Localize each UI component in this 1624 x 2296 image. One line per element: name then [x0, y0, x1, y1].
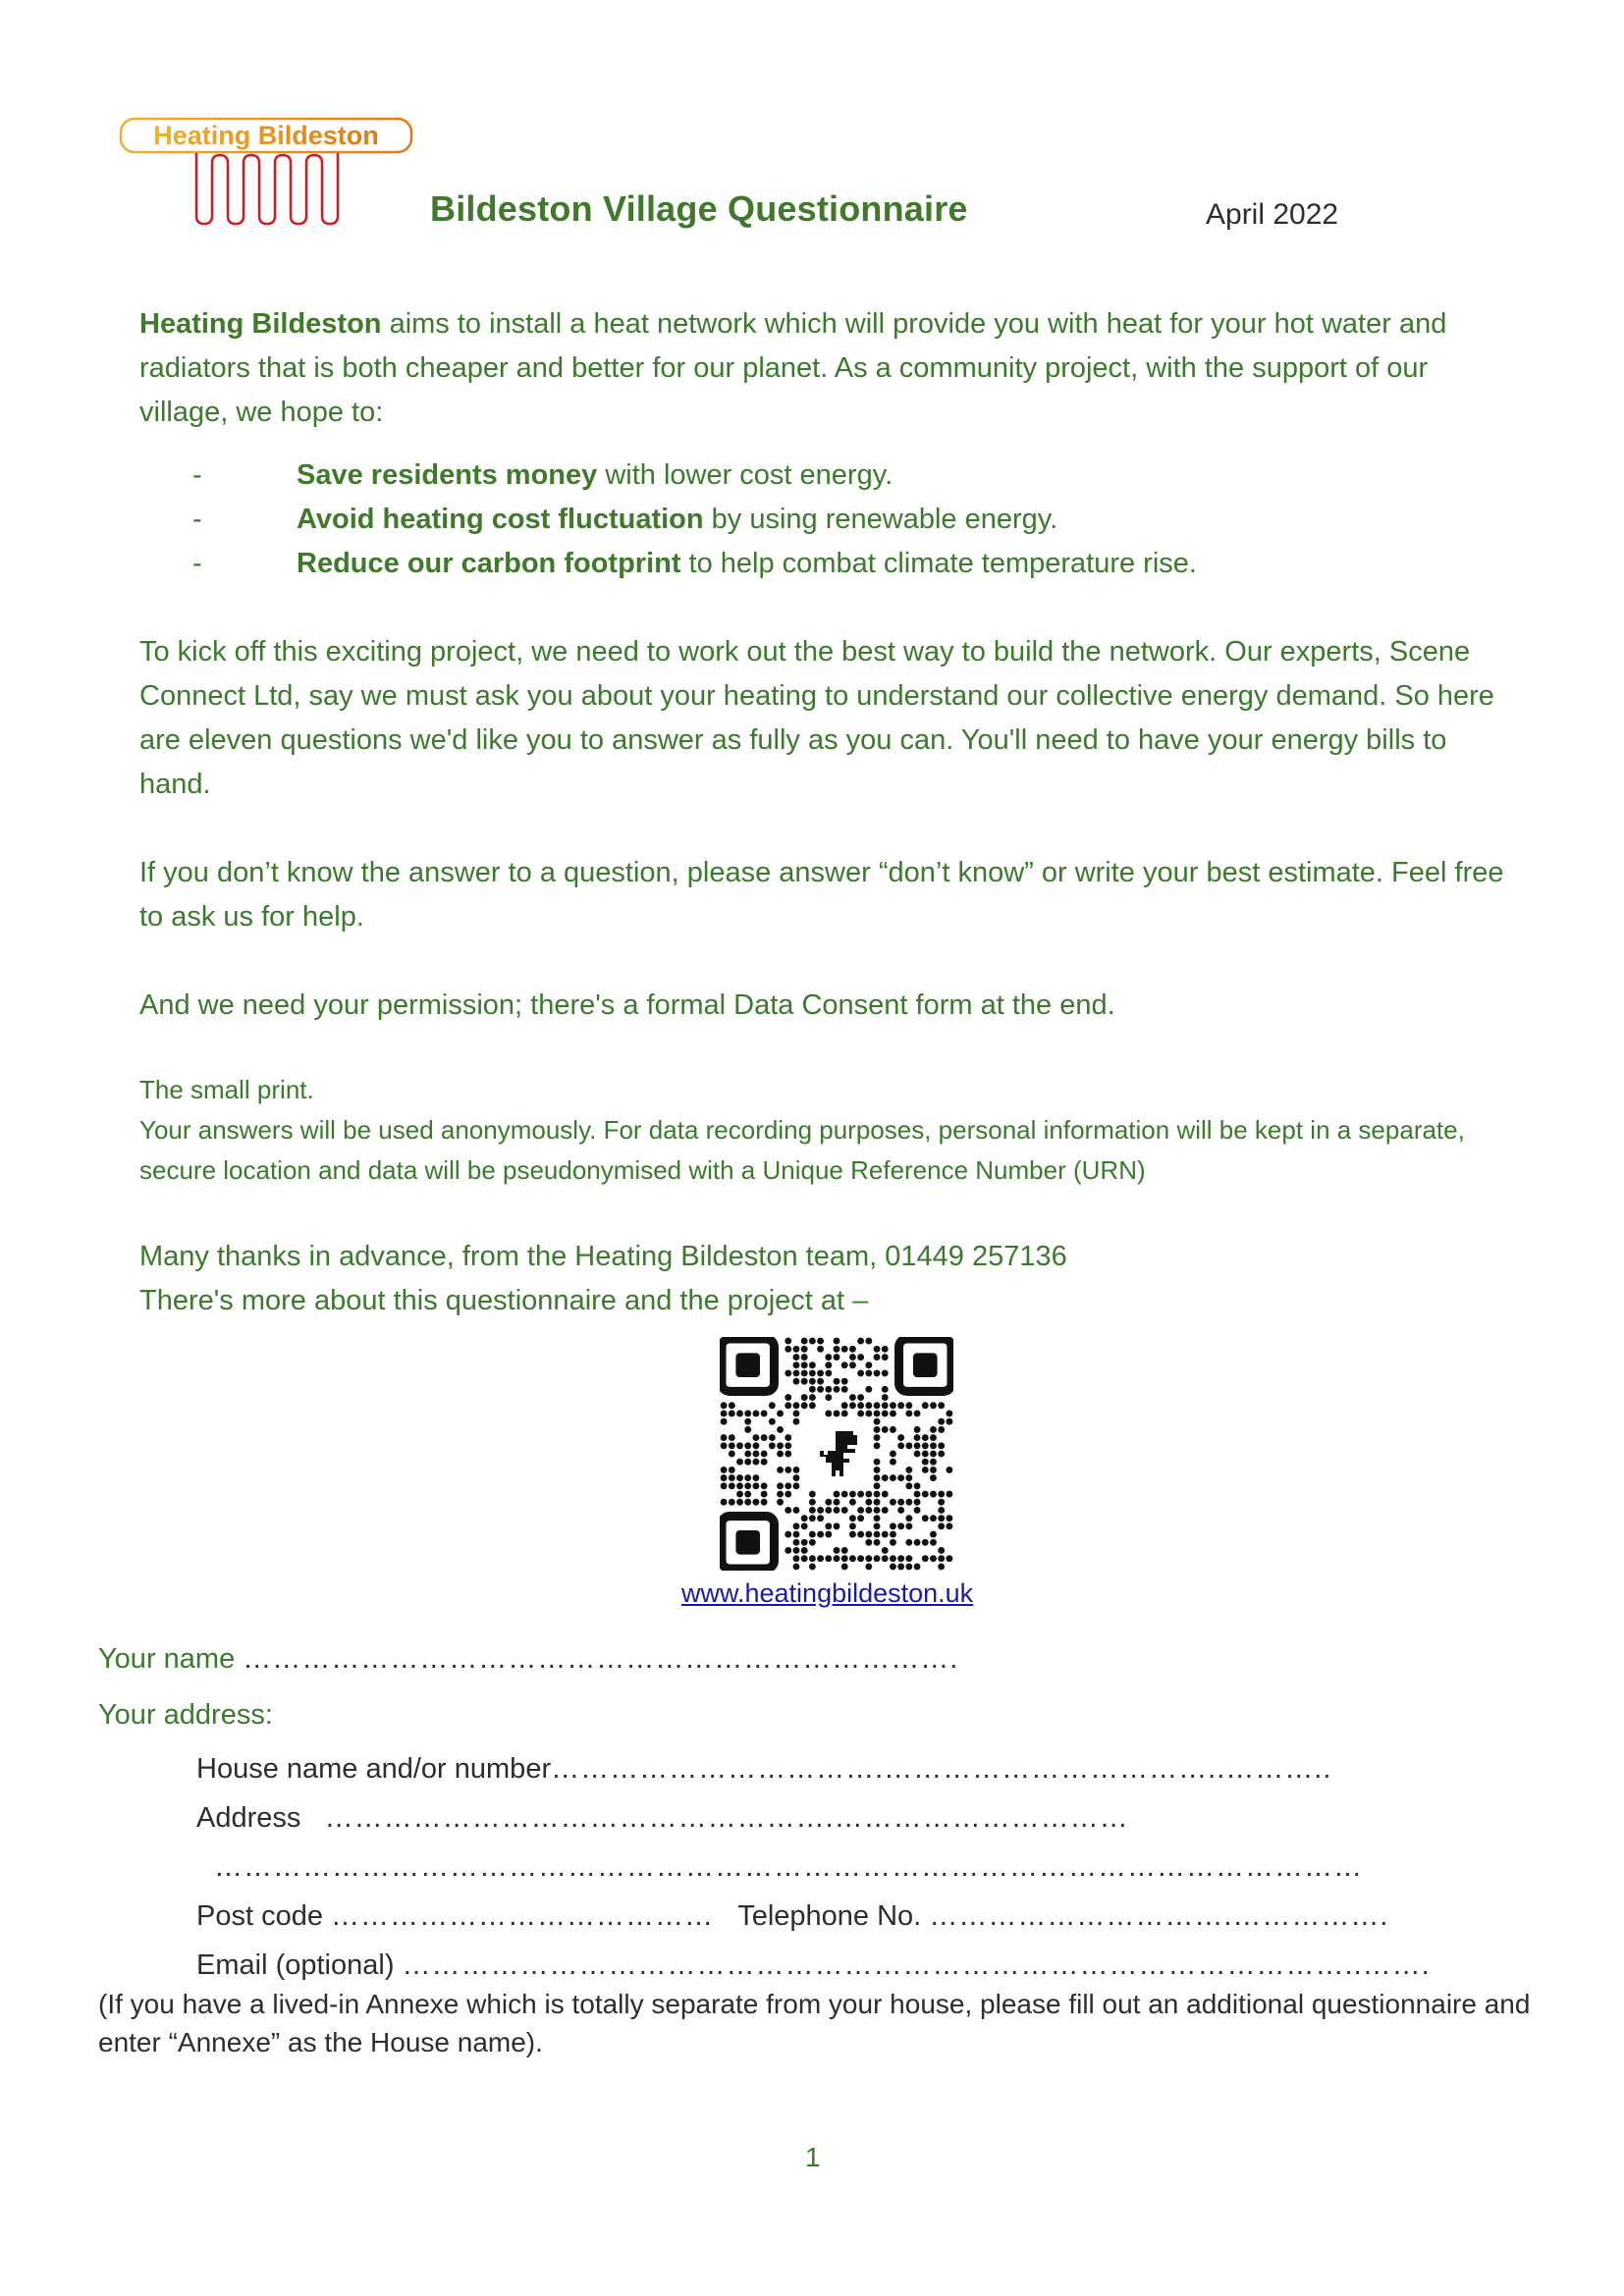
document-date: April 2022 — [1206, 198, 1339, 231]
logo-text: Heating Bildeston — [153, 121, 379, 150]
thanks-line: Many thanks in advance, from the Heating Bildeston team, 01449 257136 — [139, 1241, 1067, 1272]
document-title: Bildeston Village Questionnaire — [430, 188, 968, 229]
address-label: Your address: — [98, 1699, 273, 1731]
dinosaur-icon — [820, 1431, 857, 1476]
house-field[interactable]: House name and/or number…………………………….……………………………..……….. — [196, 1753, 1332, 1785]
more-info-line: There's more about this questionnaire and the project at – — [139, 1285, 869, 1316]
page-number: 1 — [805, 2142, 821, 2172]
list-item: - Save residents money with lower cost energy. — [192, 459, 893, 491]
list-item: - Avoid heating cost fluctuation by using renewable energy. — [192, 504, 1058, 535]
permission-paragraph: And we need your permission; there's a formal Data Consent form at the end. — [139, 989, 1115, 1021]
postcode-phone-row[interactable]: Post code ………………………………… Telephone No. ………………………….……………. — [196, 1900, 1389, 1932]
intro-lead: Heating Bildeston — [139, 308, 382, 340]
small-print-body: Your answers will be used anonymously. For data recording purposes, personal information will be kept in a separate, secure location and data will be pseudonymised with a Unique Reference Number (URN) — [139, 1115, 1465, 1185]
radiator-pipe-icon — [196, 153, 338, 224]
list-item: - Reduce our carbon footprint to help combat climate temperature rise. — [192, 548, 1197, 579]
small-print-heading: The small print. — [139, 1075, 314, 1104]
heating-bildeston-logo — [118, 116, 422, 234]
kickoff-paragraph: To kick off this exciting project, we need to work out the best way to build the network. Our experts, Scene Connect Ltd, say we must ask you about your heating to understand our collective energy demand. So here are eleven questions we'd like you to answer as fully as you can. You'll need to have your energy bills to hand. — [139, 636, 1494, 800]
intro-paragraph — [139, 302, 1514, 435]
address-field[interactable]: Address …………………………………………….………………………… — [196, 1802, 1129, 1834]
website-link[interactable]: www.heatingbildeston.uk — [681, 1578, 974, 1608]
name-field[interactable]: Your name ………………………………………………………………. — [98, 1643, 959, 1675]
qr-code[interactable] — [720, 1337, 953, 1571]
email-field[interactable]: Email (optional) ……………………………………………………………………………………..……. — [196, 1949, 1431, 1981]
address-line-2-field[interactable]: ……………………………………………………………………………………………………… — [214, 1851, 1363, 1883]
intro-text: aims to install a heat network which will provide you with heat for your hot water and radiators that is both cheaper and better for our planet. As a community project, with the support of our village, we hope to: — [139, 308, 1447, 428]
annexe-note: (If you have a lived-in Annexe which is totally separate from your house, please fill out an additional questionnaire and enter “Annexe” as the House name). — [98, 1989, 1531, 2057]
dont-know-paragraph: If you don’t know the answer to a question, please answer “don’t know” or write your best estimate. Feel free to ask us for help. — [139, 857, 1504, 933]
